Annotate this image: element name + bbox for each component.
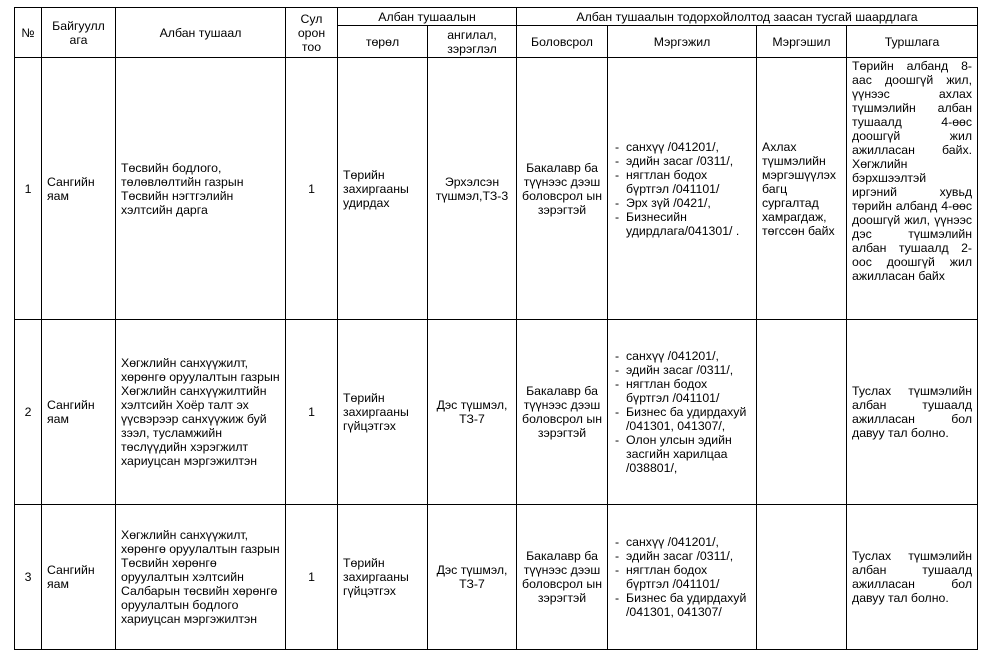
profession-list [613, 349, 751, 475]
row-vacancies: 1 [286, 320, 338, 505]
header-profession: Мэргэжил [608, 26, 757, 58]
header-position-group: Албан тушаалын [338, 8, 517, 26]
row-skill [757, 505, 847, 650]
list-item: - санхүү /041201/, [626, 535, 751, 549]
row-skill [757, 320, 847, 505]
list-item: - Бизнесийн удирдлага/041301/ . [626, 210, 751, 238]
list-item: - санхүү /041201/, [626, 140, 751, 154]
vacancy-table [14, 7, 978, 650]
row-type: Төрийн захиргааны гүйцэтгэх [338, 320, 428, 505]
row-org: Сангийн яам [42, 320, 116, 505]
list-item: - Бизнес ба удирдахуй /041301, 041307/, [626, 405, 751, 433]
row-vacancies: 1 [286, 58, 338, 320]
row-profession [608, 505, 757, 650]
row-education: Бакалавр ба түүнээс дээш боловсрол ын зэрэгтэй [517, 58, 608, 320]
row-no: 2 [15, 320, 42, 505]
row-position: Хөгжлийн санхүүжилт, хөрөнгө оруулалтын газрын Хөгжлийн санхүүжилтийн хэлтсийн Хоёр талт эх үүсвэрээр санхүүжиж буй зээл, тусламжийн төслүүдийн хэрэгжилт хариуцсан мэргэжилтэн [116, 320, 286, 505]
row-experience: Туслах түшмэлийн албан тушаалд ажилласан бол давуу тал болно. [847, 320, 978, 505]
table-row [15, 58, 978, 320]
list-item: - Бизнес ба удирдахуй /041301, 041307/ [626, 591, 751, 619]
row-type: Төрийн захиргааны удирдах [338, 58, 428, 320]
list-item: - Олон улсын эдийн засгийн харилцаа /038801/, [626, 433, 751, 475]
header-rank: ангилал, зэрэглэл [428, 26, 517, 58]
row-experience: Туслах түшмэлийн албан тушаалд ажилласан бол давуу тал болно. [847, 505, 978, 650]
list-item: - эдийн засаг /0311/, [626, 154, 751, 168]
row-experience: Төрийн албанд 8-аас доошгүй жил, үүнээс ахлах түшмэлийн албан тушаалд 4-өөс доошгүй жил ажилласан байх. Хөгжлийн бэрхшээлтэй иргэний хувьд төрийн албанд 4-өөс доошгүй жил, үүнээс дэс түшмэлийн албан тушаалд 2-оос доошгүй жил ажилласан байх [847, 58, 978, 320]
row-type: Төрийн захиргааны гүйцэтгэх [338, 505, 428, 650]
list-item: - санхүү /041201/, [626, 349, 751, 363]
list-item: - эдийн засаг /0311/, [626, 363, 751, 377]
header-skill: Мэргэшил [757, 26, 847, 58]
list-item: - эдийн засаг /0311/, [626, 549, 751, 563]
header-education: Боловсрол [517, 26, 608, 58]
header-requirements-group: Албан тушаалын тодорхойлолтод заасан тусгай шаардлага [517, 8, 978, 26]
list-item: - нягтлан бодох бүртгэл /041101/ [626, 377, 751, 405]
profession-list [613, 535, 751, 619]
row-org: Сангийн яам [42, 58, 116, 320]
row-rank: Эрхэлсэн түшмэл,ТЗ-3 [428, 58, 517, 320]
row-vacancies: 1 [286, 505, 338, 650]
profession-list [613, 140, 751, 238]
list-item: - Эрх зүй /0421/, [626, 196, 751, 210]
row-education: Бакалавр ба түүнээс дээш боловсрол ын зэрэгтэй [517, 505, 608, 650]
header-position: Албан тушаал [116, 8, 286, 58]
row-rank: Дэс түшмэл, ТЗ-7 [428, 320, 517, 505]
list-item: - нягтлан бодох бүртгэл /041101/ [626, 563, 751, 591]
row-profession [608, 58, 757, 320]
row-education: Бакалавр ба түүнээс дээш боловсрол ын зэрэгтэй [517, 320, 608, 505]
row-position: Төсвийн бодлого, төлөвлөлтийн газрын Төсвийн нэгтгэлийн хэлтсийн дарга [116, 58, 286, 320]
table-row [15, 320, 978, 505]
row-skill: Ахлах түшмэлийн мэргэшүүлэх багц сургалтад хамрагдаж, төгссөн байх [757, 58, 847, 320]
table-row [15, 505, 978, 650]
header-org: Байгуулл ага [42, 8, 116, 58]
row-rank: Дэс түшмэл, ТЗ-7 [428, 505, 517, 650]
row-no: 3 [15, 505, 42, 650]
row-org: Сангийн яам [42, 505, 116, 650]
header-vacancies: Сул орон тоо [286, 8, 338, 58]
header-no: № [15, 8, 42, 58]
row-position: Хөгжлийн санхүүжилт, хөрөнгө оруулалтын газрын Төсвийн хөрөнгө оруулалтын хэлтсийн Салбарын төсвийн хөрөнгө оруулалтын бодлого хариуцсан мэргэжилтэн [116, 505, 286, 650]
row-no: 1 [15, 58, 42, 320]
list-item: - нягтлан бодох бүртгэл /041101/ [626, 168, 751, 196]
row-profession [608, 320, 757, 505]
header-type: төрөл [338, 26, 428, 58]
header-experience: Туршлага [847, 26, 978, 58]
